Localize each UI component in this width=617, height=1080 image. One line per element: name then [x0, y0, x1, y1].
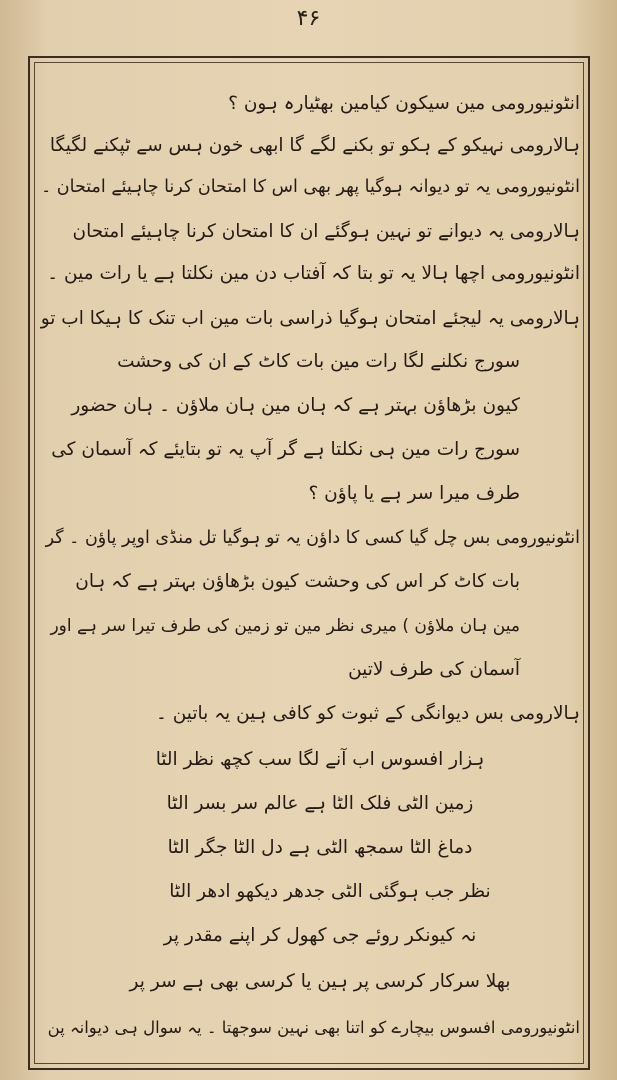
text-line: انٹونیورومی بس چل گیا کسی کا داؤن یہ تو ہوگیا تل منڈی اوپر پاؤن ۔ گر	[45, 528, 580, 548]
verse-line: بھلا سرکار کرسی پر ہین یا کرسی بھی ہے سر پر	[129, 971, 511, 992]
verse-line: نہ کیونکر روئے جی کھول کر اپنے مقدر پر	[163, 925, 477, 946]
text-line: طرف میرا سر ہے یا پاؤن ؟	[308, 483, 520, 504]
text-line: سورج رات مین ہی نکلتا ہے گر آپ یہ تو بتایئے کہ آسمان کی	[51, 439, 520, 460]
verse-line: زمین الٹی فلک الٹا ہے عالم سر بسر الٹا	[166, 793, 474, 814]
verse-line: ہزار افسوس اب آنے لگا سب کچھ نظر الٹا	[155, 749, 485, 770]
text-line: انٹونیورومی افسوس بیچارے کو اتنا بھی نہین سوجھتا ۔ یہ سوال ہی دیوانہ پن	[47, 1018, 580, 1037]
page-number: ۴۶	[296, 6, 321, 31]
text-line: آسمان کی طرف لاتین	[348, 659, 520, 680]
verse-line: دماغ الٹا سمجھ الٹی ہے دل الٹا جگر الٹا	[167, 837, 473, 858]
verse-line: نظر جب ہوگئی الٹی جدھر دیکھو ادھر الٹا	[169, 881, 491, 902]
text-line: بات کاٹ کر اس کی وحشت کیون بڑھاؤن بہتر ہے کہ ہان	[75, 571, 520, 592]
text-line: ہالارومی بس دیوانگی کے ثبوت کو کافی ہین یہ باتین ۔	[156, 703, 580, 724]
text-line: ہالارومی یہ دیوانے تو نہین ہوگئے ان کا امتحان کرنا چاہیئے امتحان	[72, 221, 580, 242]
text-body	[40, 72, 580, 1062]
text-line: ہالارومی نہیکو کے ہکو تو بکنے لگے گا ابھی خون ہس سے ٹپکنے لگیگا	[49, 135, 580, 156]
text-line: کیون بڑھاؤن بہتر ہے کہ ہان مین ہان ملاؤن ۔ ہان حضور	[71, 395, 520, 416]
text-line: سورج نکلنے لگا رات مین بات کاٹ کے ان کی وحشت	[117, 351, 520, 372]
text-line: ہالارومی یہ لیجئے امتحان ہوگیا ذراسی بات مین اب تنک کا ہیکا اب تو	[40, 308, 580, 329]
text-line: انٹونیورومی اچھا ہالا یہ تو بتا کہ آفتاب دن مین نکلتا ہے یا رات مین ۔	[47, 263, 580, 284]
text-line: انٹونیورومی یہ تو دیوانہ ہوگیا پھر بھی اس کا امتحان کرنا چاہیئے امتحان ۔	[40, 177, 580, 197]
text-line: انٹونیورومی مین سیکون کیامین بھٹیارہ ہون ؟	[228, 93, 580, 114]
text-line: مین ہان ملاؤن ) میری نظر مین تو زمین کی طرف تیرا سر ہے اور	[50, 616, 520, 636]
